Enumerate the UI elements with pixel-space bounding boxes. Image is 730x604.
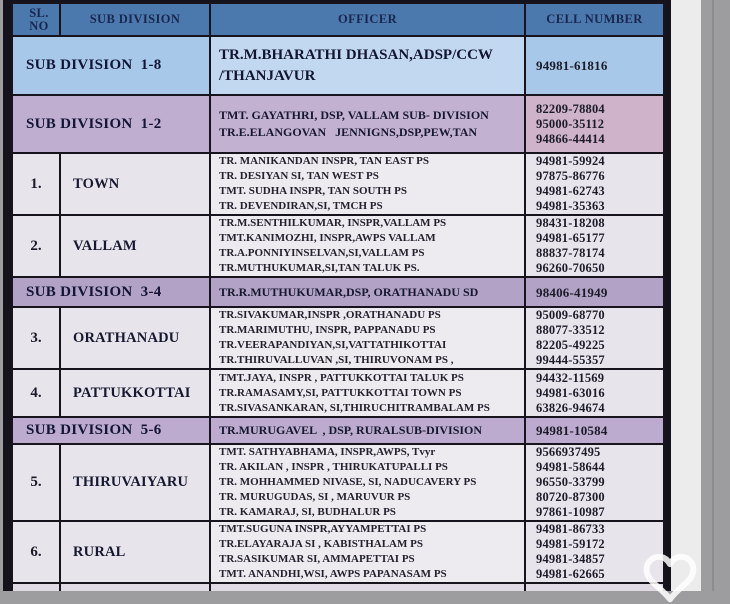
section-row-1-8 bbox=[12, 36, 664, 95]
division-cell: ORATHANADU bbox=[60, 307, 210, 369]
officer-line: TR.SIVASANKARAN, SI,THIRUCHITRAMBALAM PS bbox=[219, 401, 490, 414]
header-cell-number: CELL NUMBER bbox=[525, 3, 664, 36]
phone-number: 82209-78804 bbox=[536, 101, 605, 116]
sl-cell bbox=[12, 583, 60, 591]
sl-cell: 2. bbox=[12, 215, 60, 277]
phone-number: 9566937495 bbox=[536, 445, 601, 459]
officer-cell bbox=[210, 417, 525, 444]
officer-line: TR.R.MUTHUKUMAR,DSP, ORATHANADU SD bbox=[219, 284, 479, 299]
cell-number-cell bbox=[525, 215, 664, 277]
police-contact-table bbox=[11, 2, 665, 591]
officer-line: TR. MURUGUDAS, SI , MARUVUR PS bbox=[219, 491, 411, 503]
division-cell: VALLAM bbox=[60, 215, 210, 277]
officer-line: TMT. SUDHA INSPR, TAN SOUTH PS bbox=[219, 185, 407, 197]
officer-cell bbox=[210, 153, 525, 215]
table-black-frame bbox=[3, 0, 671, 591]
phone-number: 94981-62743 bbox=[536, 184, 605, 198]
phone-number: 63826-94674 bbox=[536, 400, 605, 415]
heart-icon bbox=[642, 554, 698, 604]
cell-number-cell bbox=[525, 95, 664, 153]
phone-number: 94981-59924 bbox=[536, 154, 605, 168]
officer-line: TR.SIVAKUMAR,INSPR ,ORATHANADU PS bbox=[219, 309, 441, 321]
officer-line: /THANJAVUR bbox=[219, 67, 316, 84]
phone-number: 94981-63016 bbox=[536, 385, 605, 400]
phone-number: 95009-68770 bbox=[536, 308, 605, 322]
officer-line: TR.MURUGAVEL , DSP, RURALSUB-DIVISION bbox=[219, 423, 483, 437]
entry-row-thiruvaiyaru bbox=[12, 444, 664, 521]
officer-cell bbox=[210, 307, 525, 369]
officer-cell bbox=[210, 444, 525, 521]
officer-line: TMT.SUGUNA INSPR,AYYAMPETTAI PS bbox=[219, 523, 427, 535]
officer-line: TR. DEVENDIRAN,SI, TMCH PS bbox=[219, 200, 383, 212]
cell-number-cell bbox=[525, 153, 664, 215]
cell-number-cell bbox=[525, 444, 664, 521]
officer-line: TMT.JAYA, INSPR , PATTUKKOTTAI TALUK PS bbox=[219, 371, 464, 384]
entry-row-pattukkottai bbox=[12, 369, 664, 417]
officer-line: TR.SASIKUMAR SI, AMMAPETTAI PS bbox=[219, 553, 415, 565]
sl-cell: 3. bbox=[12, 307, 60, 369]
phone-number: 98406-41949 bbox=[536, 284, 608, 300]
header-sl-line1: SL. bbox=[29, 6, 49, 20]
officer-line: TMT. GAYATHRI, DSP, VALLAM SUB- DIVISION bbox=[219, 108, 489, 122]
phone-number: 96550-33799 bbox=[536, 475, 605, 489]
officer-line: TR. AKILAN , INSPR , THIRUKATUPALLI PS bbox=[219, 461, 448, 473]
phone-number: 88077-33512 bbox=[536, 323, 605, 337]
officer-cell bbox=[210, 521, 525, 583]
officer-line: TR.ELAYARAJA SI , KABISTHALAM PS bbox=[219, 538, 423, 550]
sl-cell: 5. bbox=[12, 444, 60, 521]
officer-line: TR. MOHHAMMED NIVASE, SI, NADUCAVERY PS bbox=[219, 476, 477, 488]
phone-number: 88837-78174 bbox=[536, 246, 605, 260]
section-row-5-6 bbox=[12, 417, 664, 444]
phone-number: 99444-55357 bbox=[536, 353, 605, 367]
phone-number: 94981-61816 bbox=[536, 58, 608, 73]
sl-cell: 4. bbox=[12, 369, 60, 417]
scan-artifact-line bbox=[712, 0, 714, 591]
officer-line: TR.A.PONNIYINSELVAN,SI,VALLAM PS bbox=[219, 247, 425, 259]
officer-cell bbox=[210, 583, 525, 591]
officer-line: TR. DESIYAN SI, TAN WEST PS bbox=[219, 170, 379, 182]
phone-number: 82205-49225 bbox=[536, 338, 605, 352]
phone-number: 94981-34857 bbox=[536, 552, 605, 566]
phone-number: 98431-18208 bbox=[536, 216, 605, 230]
cell-number-cell bbox=[525, 277, 664, 307]
division-cell: SUB DIVISION 5-6 bbox=[12, 417, 210, 444]
division-cell: PATTUKKOTTAI bbox=[60, 369, 210, 417]
header-officer: OFFICER bbox=[210, 3, 525, 36]
header-sl-no bbox=[12, 3, 60, 36]
division-cell: RURAL bbox=[60, 521, 210, 583]
officer-line: TR.M.SENTHILKUMAR, INSPR,VALLAM PS bbox=[219, 217, 447, 229]
officer-line: TR.M.BHARATHI DHASAN,ADSP/CCW bbox=[219, 46, 493, 63]
officer-line: TR.MARIMUTHU, INSPR, PAPPANADU PS bbox=[219, 324, 436, 336]
officer-line: TMT. SATHYABHAMA, INSPR,AWPS, Tvyr bbox=[219, 446, 436, 458]
cell-number-cell bbox=[525, 307, 664, 369]
phone-number: 95000-35112 bbox=[536, 116, 605, 131]
section-row-1-2 bbox=[12, 95, 664, 153]
phone-number: 96260-70650 bbox=[536, 261, 605, 275]
section-row-3-4 bbox=[12, 277, 664, 307]
sl-cell: 6. bbox=[12, 521, 60, 583]
header-row bbox=[12, 3, 664, 36]
division-cell: SUB DIVISION 1-8 bbox=[12, 36, 210, 95]
phone-number: 94981-35363 bbox=[536, 199, 605, 213]
entry-row-rural bbox=[12, 521, 664, 583]
officer-cell bbox=[210, 369, 525, 417]
phone-number: 97875-86776 bbox=[536, 169, 605, 183]
phone-number: 94981-65177 bbox=[536, 231, 605, 245]
officer-line: TR.RAMASAMY,SI, PATTUKKOTTAI TOWN PS bbox=[219, 386, 462, 399]
header-sl-line2: NO bbox=[29, 18, 49, 33]
phone-number: 94866-44414 bbox=[536, 131, 605, 146]
officer-cell bbox=[210, 215, 525, 277]
division-cell: SUB DIVISION 3-4 bbox=[12, 277, 210, 307]
phone-number: 97861-10987 bbox=[536, 505, 605, 519]
phone-number: 94981-59172 bbox=[536, 537, 605, 551]
sl-cell: 1. bbox=[12, 153, 60, 215]
officer-line: TMT. ANANDHI,WSI, AWPS PAPANASAM PS bbox=[219, 568, 447, 580]
cut-off-row bbox=[12, 583, 664, 591]
officer-line: TR. MANIKANDAN INSPR, TAN EAST PS bbox=[219, 155, 429, 167]
phone-number: 94981-58644 bbox=[536, 460, 605, 474]
cell-number-cell bbox=[525, 369, 664, 417]
cell-number-cell bbox=[525, 36, 664, 95]
phone-number: 94981-10584 bbox=[536, 423, 608, 438]
officer-line: TR.VEERAPANDIYAN,SI,VATTATHIKOTTAI bbox=[219, 339, 447, 351]
header-sub-division: SUB DIVISION bbox=[60, 3, 210, 36]
entry-row-vallam bbox=[12, 215, 664, 277]
officer-line: TR.THIRUVALLUVAN ,SI, THIRUVONAM PS , bbox=[219, 354, 454, 366]
division-cell: SUB DIVISION 1-2 bbox=[12, 95, 210, 153]
entry-row-orathanadu bbox=[12, 307, 664, 369]
officer-line: TMT.KANIMOZHI, INSPR,AWPS VALLAM bbox=[219, 232, 436, 244]
officer-line: TR.MUTHUKUMAR,SI,TAN TALUK PS. bbox=[219, 262, 420, 274]
division-cell: THIRUVAIYARU bbox=[60, 444, 210, 521]
officer-cell bbox=[210, 36, 525, 95]
entry-row-town bbox=[12, 153, 664, 215]
cell-number-cell bbox=[525, 417, 664, 444]
phone-number: 94432-11569 bbox=[536, 370, 605, 385]
officer-cell bbox=[210, 277, 525, 307]
phone-number: 94981-62665 bbox=[536, 567, 605, 581]
division-cell bbox=[60, 583, 210, 591]
division-cell: TOWN bbox=[60, 153, 210, 215]
phone-number: 94981-86733 bbox=[536, 522, 605, 536]
officer-line: TR. KAMARAJ, SI, BUDHALUR PS bbox=[219, 506, 396, 518]
officer-cell bbox=[210, 95, 525, 153]
officer-line: TR.E.ELANGOVAN JENNIGNS,DSP,PEW,TAN bbox=[219, 125, 478, 139]
phone-number: 80720-87300 bbox=[536, 490, 605, 504]
